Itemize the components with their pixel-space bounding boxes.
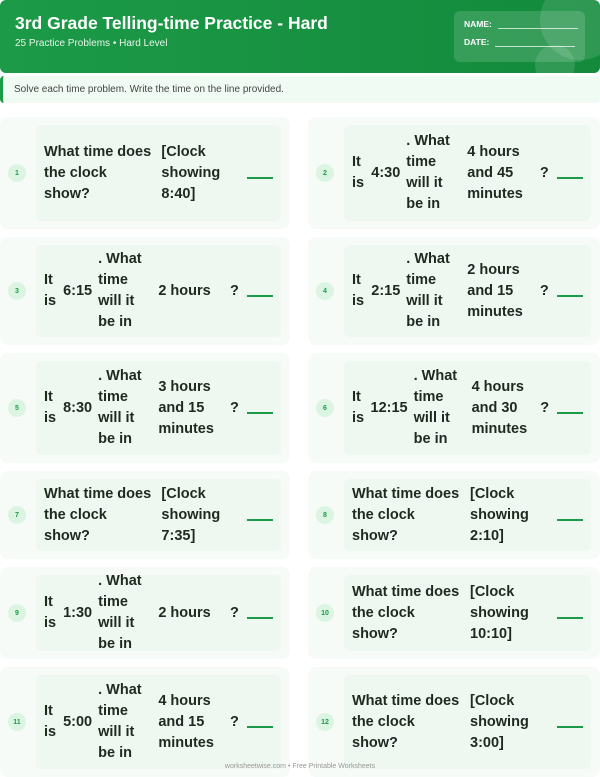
start-time: 4:30 [371,164,401,181]
answer-line[interactable]: ___ [557,167,583,179]
start-time: 12:15 [370,399,408,416]
problem-body [36,479,281,551]
answer-line[interactable]: ___ [247,285,273,297]
question-middle: . What time will it be in [406,251,450,330]
start-time: 6:15 [63,282,93,299]
duration: 2 hours and 15 minutes [467,261,523,320]
problem-body [36,125,281,221]
problem-card [308,117,600,229]
problem-body [36,675,281,769]
start-time: 5:00 [63,713,93,730]
problem-body [344,675,591,769]
question-text: What time does the clock show? [352,692,460,751]
instructions-text: Solve each time problem. Write the time on the line provided. [14,84,284,95]
question-middle: . What time will it be in [98,573,142,652]
clock-description: [Clock showing 7:35] [161,485,221,544]
question-start: It is [44,389,57,426]
start-time: 2:15 [371,282,401,299]
footer: worksheetwise.com • Free Printable Worksheets [224,763,376,770]
clock-description: [Clock showing 8:40] [161,143,221,202]
page-title: 3rd Grade Telling-time Practice - Hard [15,13,328,33]
problem-body [36,245,281,337]
answer-line[interactable]: ___ [247,716,273,728]
question-start: It is [44,703,57,740]
problem-card [308,667,600,777]
answer-line[interactable]: ___ [247,402,273,414]
question-mark: ? [539,164,549,181]
worksheet-header [0,0,600,73]
question-start: It is [352,154,365,191]
duration: 4 hours and 30 minutes [471,378,528,437]
answer-line[interactable]: ___ [247,509,273,521]
question-text: What time does the clock show? [44,485,152,544]
question-start: It is [352,389,365,426]
question-middle: . What time will it be in [98,251,142,330]
question-start: It is [352,272,365,309]
problem-card [0,567,290,659]
problem-card [0,353,290,463]
problem-card [0,237,290,345]
problem-body [344,361,591,455]
problem-card [308,567,600,659]
start-time: 1:30 [63,604,93,621]
problem-number: 8 [316,506,334,524]
date-field [464,37,575,47]
name-field [464,19,578,29]
question-middle: . What time will it be in [406,133,450,212]
problem-card [308,471,600,559]
question-middle: . What time will it be in [413,368,458,447]
name-date-box [454,11,585,62]
problem-number: 11 [8,713,26,731]
answer-line[interactable]: ___ [557,402,583,414]
start-time: 8:30 [63,399,93,416]
page-subtitle: 25 Practice Problems • Hard Level [15,38,168,49]
answer-line[interactable]: ___ [557,285,583,297]
problem-body [344,125,591,221]
question-middle: . What time will it be in [98,682,142,761]
problem-card [308,353,600,463]
question-text: What time does the clock show? [352,583,460,642]
answer-line[interactable]: ___ [247,607,273,619]
answer-line[interactable]: ___ [557,607,583,619]
problem-body [36,575,281,651]
problem-number: 6 [316,399,334,417]
name-label: NAME: [464,19,492,29]
instructions-box [0,76,600,103]
question-mark: ? [230,604,239,621]
question-middle: . What time will it be in [98,368,142,447]
problem-body [344,245,591,337]
problem-grid [0,117,600,777]
answer-line[interactable]: ___ [247,167,273,179]
problem-number: 9 [8,604,26,622]
problem-number: 10 [316,604,334,622]
duration: 2 hours [158,282,211,299]
clock-description: [Clock showing 2:10] [470,485,529,544]
question-mark: ? [540,399,550,416]
name-line [498,20,578,29]
duration: 4 hours and 45 minutes [467,143,523,202]
date-label: DATE: [464,37,490,47]
question-mark: ? [230,713,239,730]
answer-line[interactable]: ___ [557,716,583,728]
question-text: What time does the clock show? [44,143,152,202]
problem-card [0,667,290,777]
problem-number: 12 [316,713,334,731]
problem-body [344,575,591,651]
clock-description: [Clock showing 3:00] [470,692,529,751]
answer-line[interactable]: ___ [557,509,583,521]
duration: 3 hours and 15 minutes [158,378,214,437]
question-start: It is [44,272,57,309]
problem-card [308,237,600,345]
problem-number: 3 [8,282,26,300]
problem-card [0,471,290,559]
duration: 4 hours and 15 minutes [158,692,214,751]
duration: 2 hours [158,604,211,621]
problem-number: 4 [316,282,334,300]
question-mark: ? [230,399,239,416]
question-mark: ? [539,282,549,299]
problem-number: 5 [8,399,26,417]
question-start: It is [44,594,57,631]
question-text: What time does the clock show? [352,485,460,544]
clock-description: [Clock showing 10:10] [470,583,529,642]
problem-card [0,117,290,229]
date-line [495,38,575,47]
problem-number: 7 [8,506,26,524]
problem-body [344,479,591,551]
problem-body [36,361,281,455]
problem-number: 1 [8,164,26,182]
problem-number: 2 [316,164,334,182]
question-mark: ? [230,282,239,299]
